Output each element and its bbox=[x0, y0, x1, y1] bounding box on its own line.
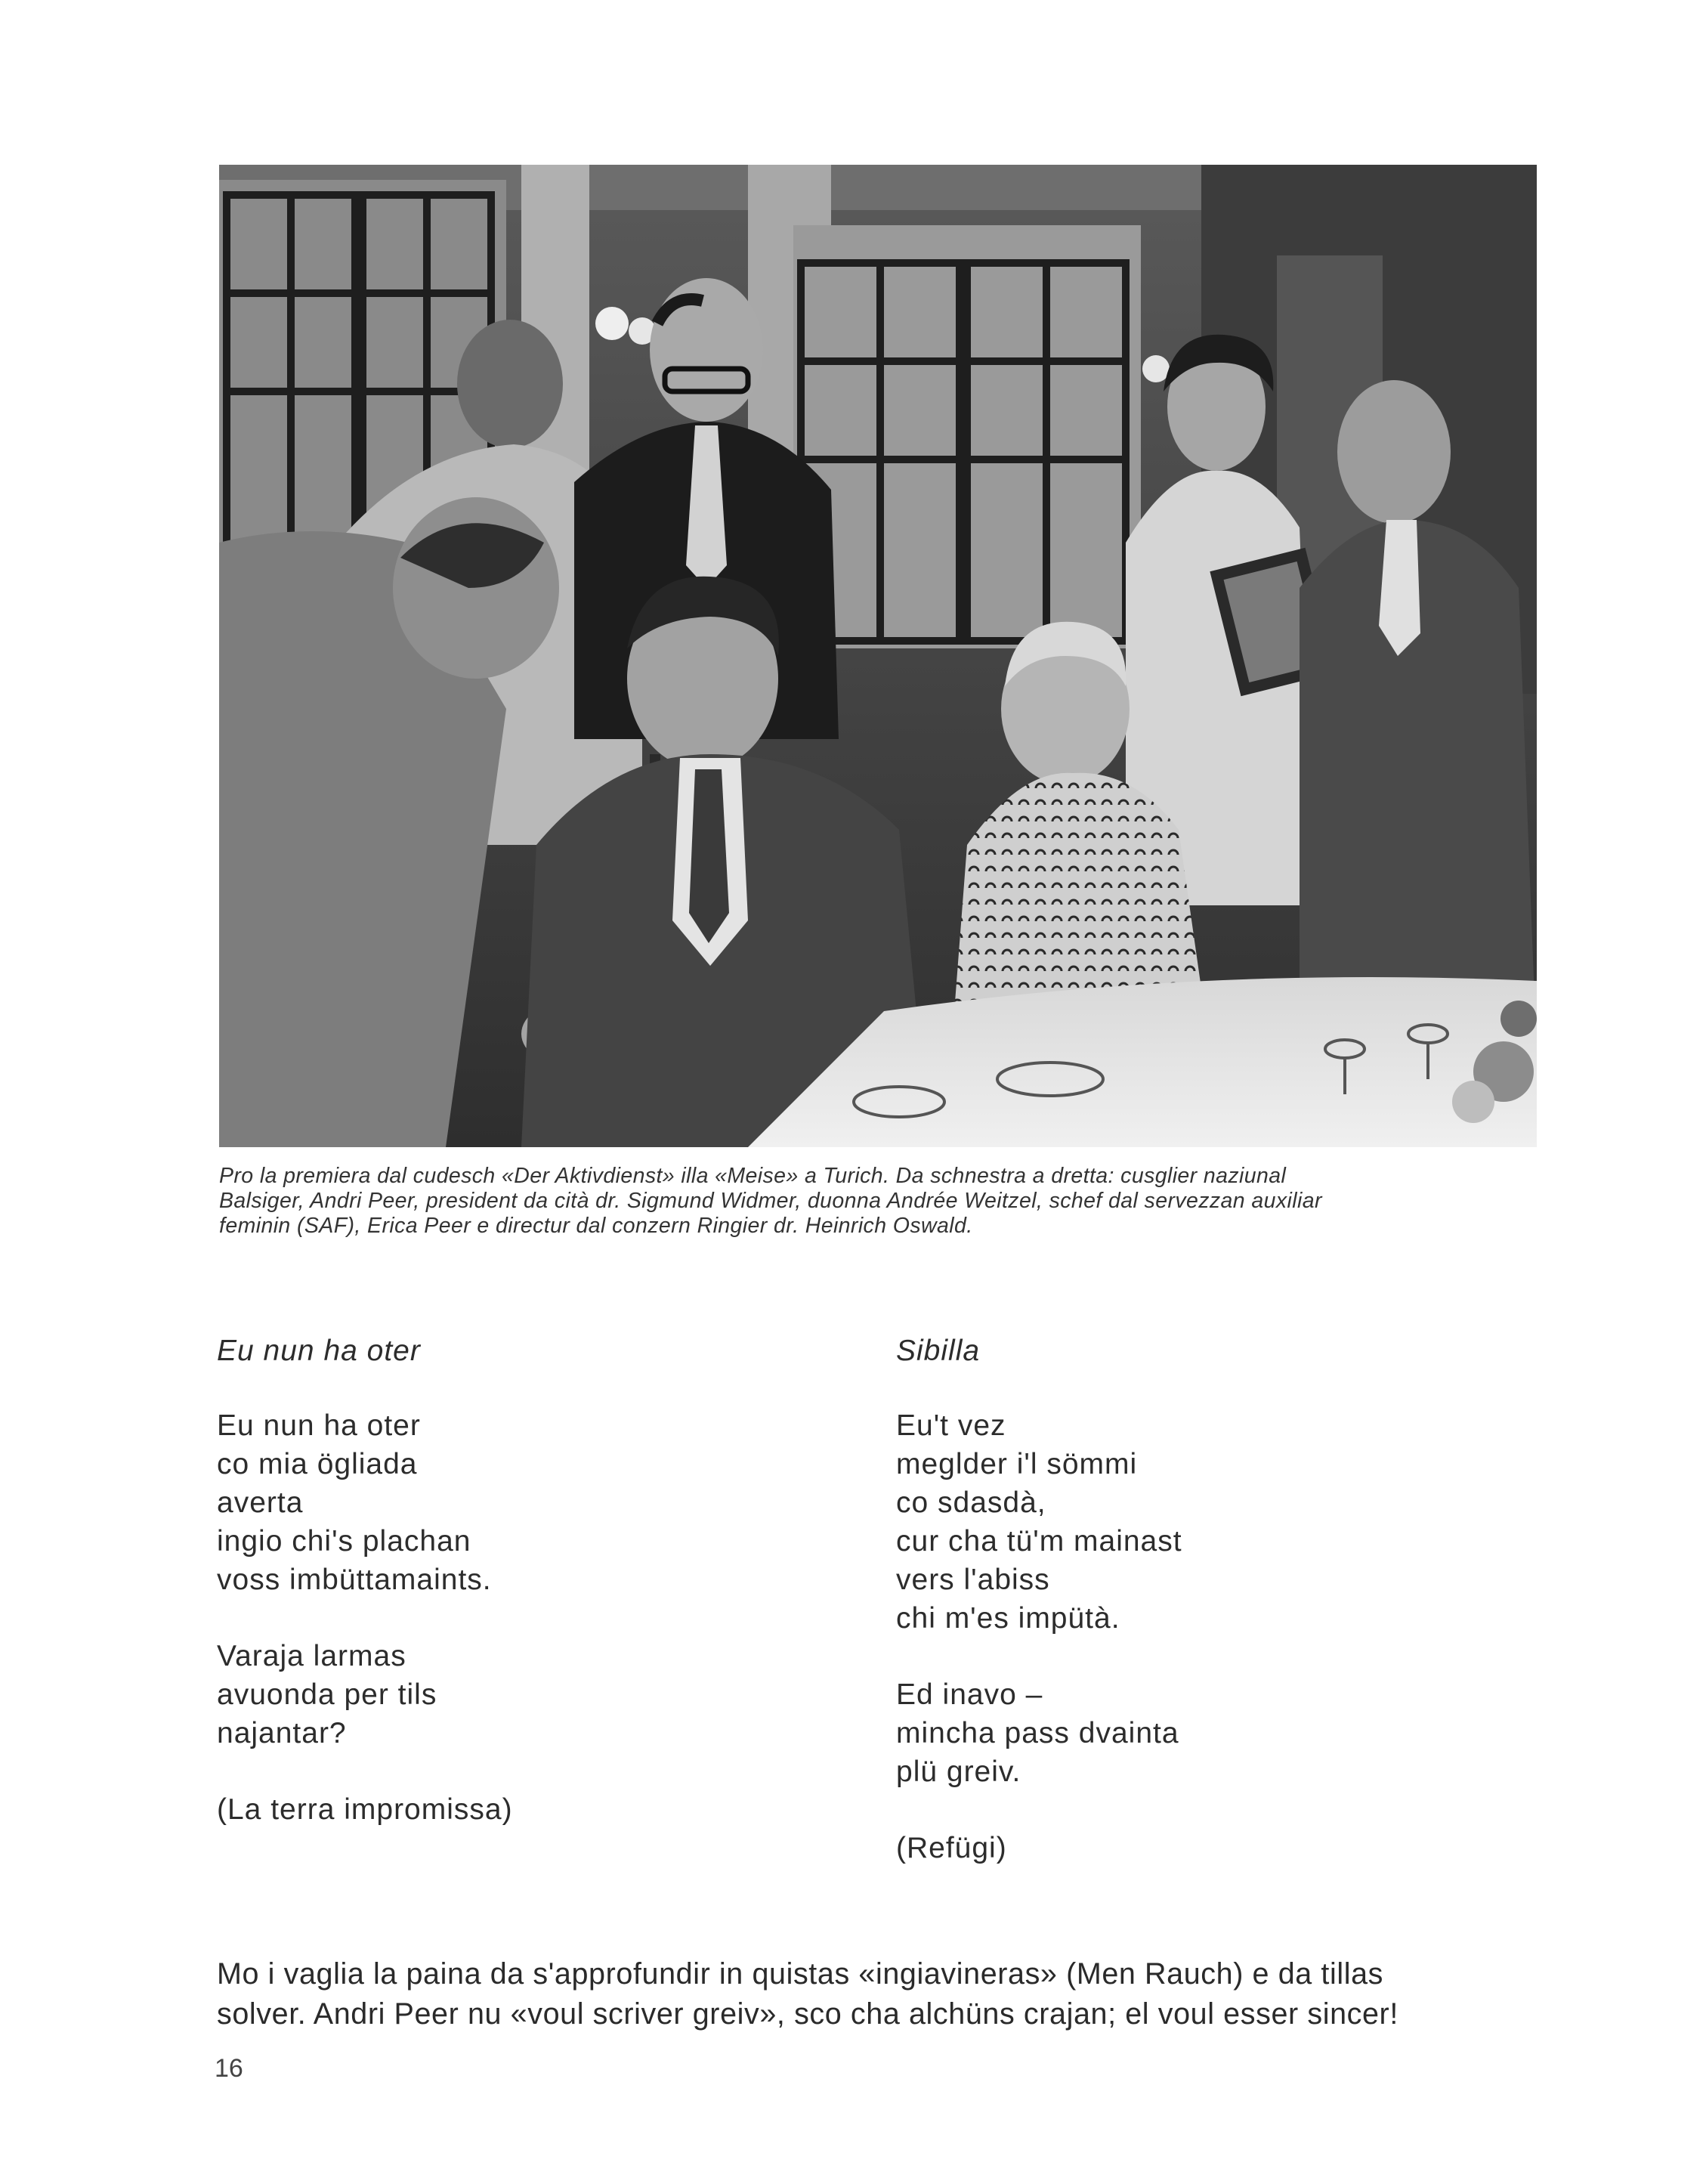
poem-stanza bbox=[896, 1675, 1182, 1791]
poem-line: voss imbüttamaints. bbox=[217, 1564, 492, 1596]
poem-eu-nun-ha-oter bbox=[217, 1332, 513, 1829]
poem-source: (La terra impromissa) bbox=[217, 1793, 513, 1826]
poem-line: cur cha tü'm mainast bbox=[896, 1525, 1182, 1558]
body-paragraph bbox=[217, 1954, 1547, 2034]
poem-title: Eu nun ha oter bbox=[217, 1335, 421, 1367]
poem-line: co mia ögliada bbox=[217, 1448, 418, 1480]
poem-sibilla bbox=[896, 1332, 1182, 1867]
poem-line: najantar? bbox=[217, 1717, 347, 1749]
caption-line: Pro la premiera dal cudesch «Der Aktivdienst» illa «Meise» a Turich. Da schnestra a dretta: cusglier naziunal bbox=[219, 1164, 1287, 1188]
poem-line: mincha pass dvainta bbox=[896, 1717, 1179, 1749]
photo-image bbox=[219, 165, 1537, 1147]
poem-line: avuonda per tils bbox=[217, 1678, 437, 1711]
caption-line: Balsiger, Andri Peer, president da cità dr. Sigmund Widmer, duonna Andrée Weitzel, schef dal servezzan auxiliar bbox=[219, 1189, 1322, 1213]
poem-line: Varaja larmas bbox=[217, 1640, 406, 1672]
poem-line: Ed inavo – bbox=[896, 1678, 1043, 1711]
poem-title: Sibilla bbox=[896, 1335, 981, 1367]
page-number: 16 bbox=[215, 2054, 243, 2083]
poem-source: (Refügi) bbox=[896, 1832, 1007, 1864]
photograph bbox=[219, 165, 1537, 1147]
poem-line: Eu't vez bbox=[896, 1409, 1006, 1442]
poem-line: averta bbox=[217, 1486, 304, 1519]
poem-stanza bbox=[896, 1406, 1182, 1638]
paragraph-line: solver. Andri Peer nu «voul scriver greiv», sco cha alchüns crajan; el voul esser sincer! bbox=[217, 1997, 1398, 2031]
poem-stanza bbox=[217, 1637, 513, 1752]
poem-line: meglder i'l sömmi bbox=[896, 1448, 1138, 1480]
paragraph-line: Mo i vaglia la paina da s'approfundir in quistas «ingiavineras» (Men Rauch) e da tillas bbox=[217, 1957, 1384, 1991]
poem-line: ingio chi's plachan bbox=[217, 1525, 471, 1558]
poem-line: chi m'es impütà. bbox=[896, 1602, 1120, 1635]
poem-stanza bbox=[217, 1406, 513, 1599]
poem-line: co sdasdà, bbox=[896, 1486, 1046, 1519]
poem-line: plü greiv. bbox=[896, 1756, 1021, 1788]
caption-line: feminin (SAF), Erica Peer e directur dal conzern Ringier dr. Heinrich Oswald. bbox=[219, 1214, 973, 1238]
poem-line: vers l'abiss bbox=[896, 1564, 1050, 1596]
photo-caption bbox=[219, 1164, 1537, 1239]
poem-line: Eu nun ha oter bbox=[217, 1409, 421, 1442]
